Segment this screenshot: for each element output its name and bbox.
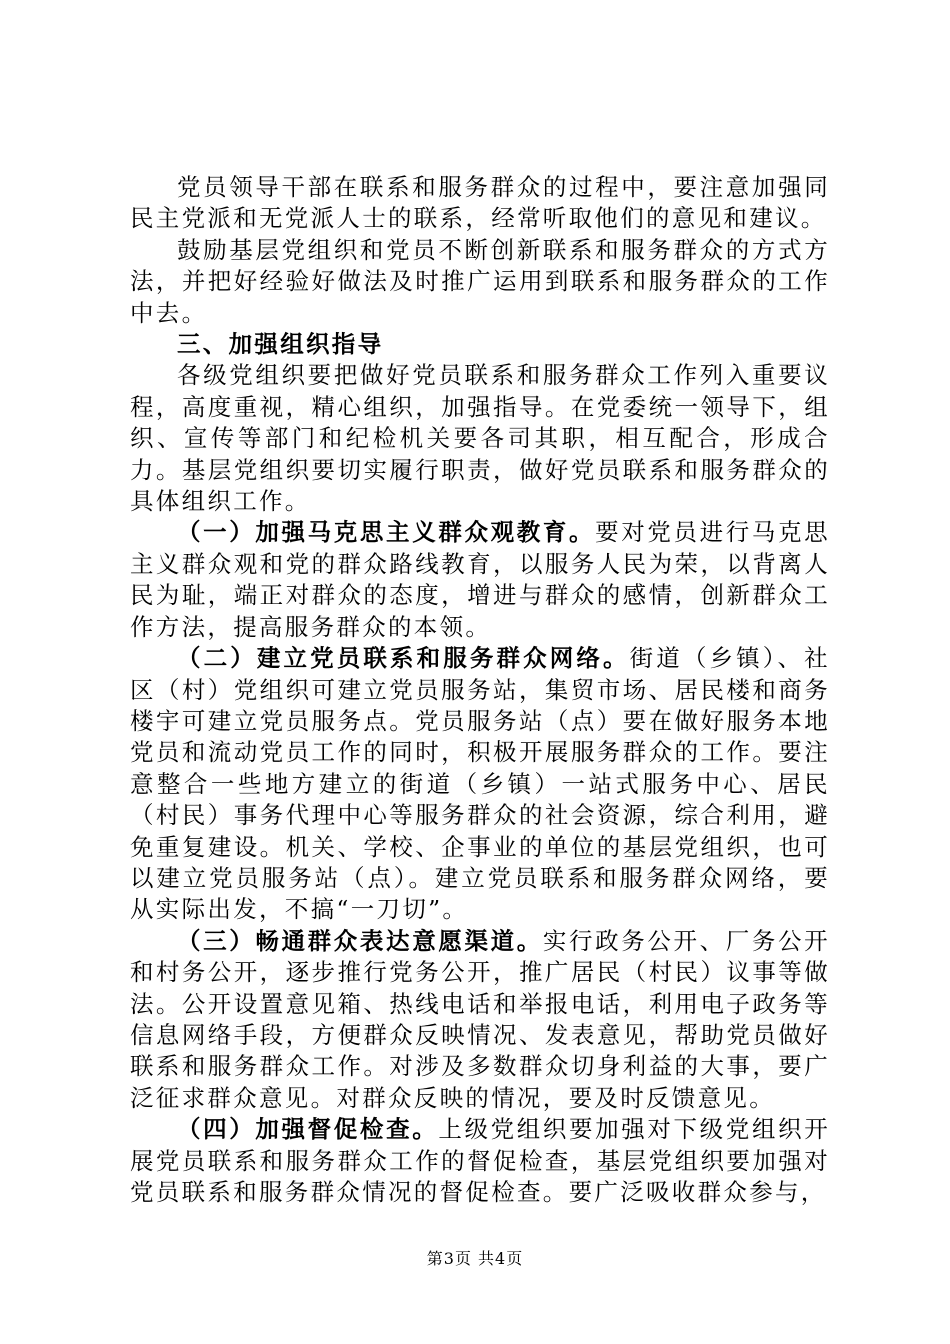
paragraph-6 [130,643,830,926]
subsection-lead-2: （二）建立党员联系和服务群众网络。 [177,644,630,673]
subsection-text-3: 实行政务公开、厂务公开和村务公开，逐步推行党务公开，推广居民（村民）议事等做法。公开设置意见箱、热线电话和举报电话，利用电子政务等信息网络手段，方便群众反映情况、发表意见，帮助党员做好联系和服务群众工作。对涉及多数群众切身利益的大事，要广泛征求群众意见。对群众反映的情况，要及时反馈意见。 [130,926,830,1112]
document-body [130,172,830,1208]
paragraph-4: 各级党组织要把做好党员联系和服务群众工作列入重要议程，高度重视，精心组织，加强指导。在党委统一领导下，组织、宣传等部门和纪检机关要各司其职，相互配合，形成合力。基层党组织要切实履行职责，做好党员联系和服务群众的具体组织工作。 [130,361,830,516]
subsection-text-4: 上级党组织要加强对下级党组织开展党员联系和服务群众工作的督促检查，基层党组织要加强对党员联系和服务群众情况的督促检查。要广泛吸收群众参与， [130,1115,831,1206]
subsection-lead-1: （一）加强马克思主义群众观教育。 [177,518,596,547]
paragraph-1: 党员领导干部在联系和服务群众的过程中，要注意加强同民主党派和无党派人士的联系，经常听取他们的意见和建议。 [130,173,830,233]
paragraph-2: 鼓励基层党组织和党员不断创新联系和服务群众的方式方法，并把好经验好做法及时推广运用到联系和服务群众的工作中去。 [130,235,830,327]
subsection-text-2: 街道（乡镇）、社区（村）党组织可建立党员服务站，集贸市场、居民楼和商务楼宇可建立党员服务点。党员服务站（点）要在做好服务本地党员和流动党员工作的同时，积极开展服务群众的工作。要注意整合一些地方建立的街道（乡镇）一站式服务中心、居民（村民）事务代理中心等服务群众的社会资源，综合利用，避免重复建设。机关、学校、企事业的单位的基层党组织，也可以建立党员服务站（点）。建立党员联系和服务群众网络，要从实际出发，不搞“一刀切”。 [130,644,830,924]
page-footer: 第3页 共4页 [426,1249,524,1268]
paragraph-5 [130,517,830,643]
subsection-text-1: 要对党员进行马克思主义群众观和党的群众路线教育，以服务人民为荣，以背离人民为耻，端正对群众的态度，增进与群众的感情，创新群众工作方法，提高服务群众的本领。 [130,518,830,641]
subsection-lead-4: （四）加强督促检查。 [177,1115,439,1144]
paragraph-7 [130,926,830,1114]
subsection-lead-3: （三）畅通群众表达意愿渠道。 [177,926,543,955]
paragraph-8 [130,1114,830,1208]
section-heading-3: 三、加强组织指导 [177,330,384,359]
